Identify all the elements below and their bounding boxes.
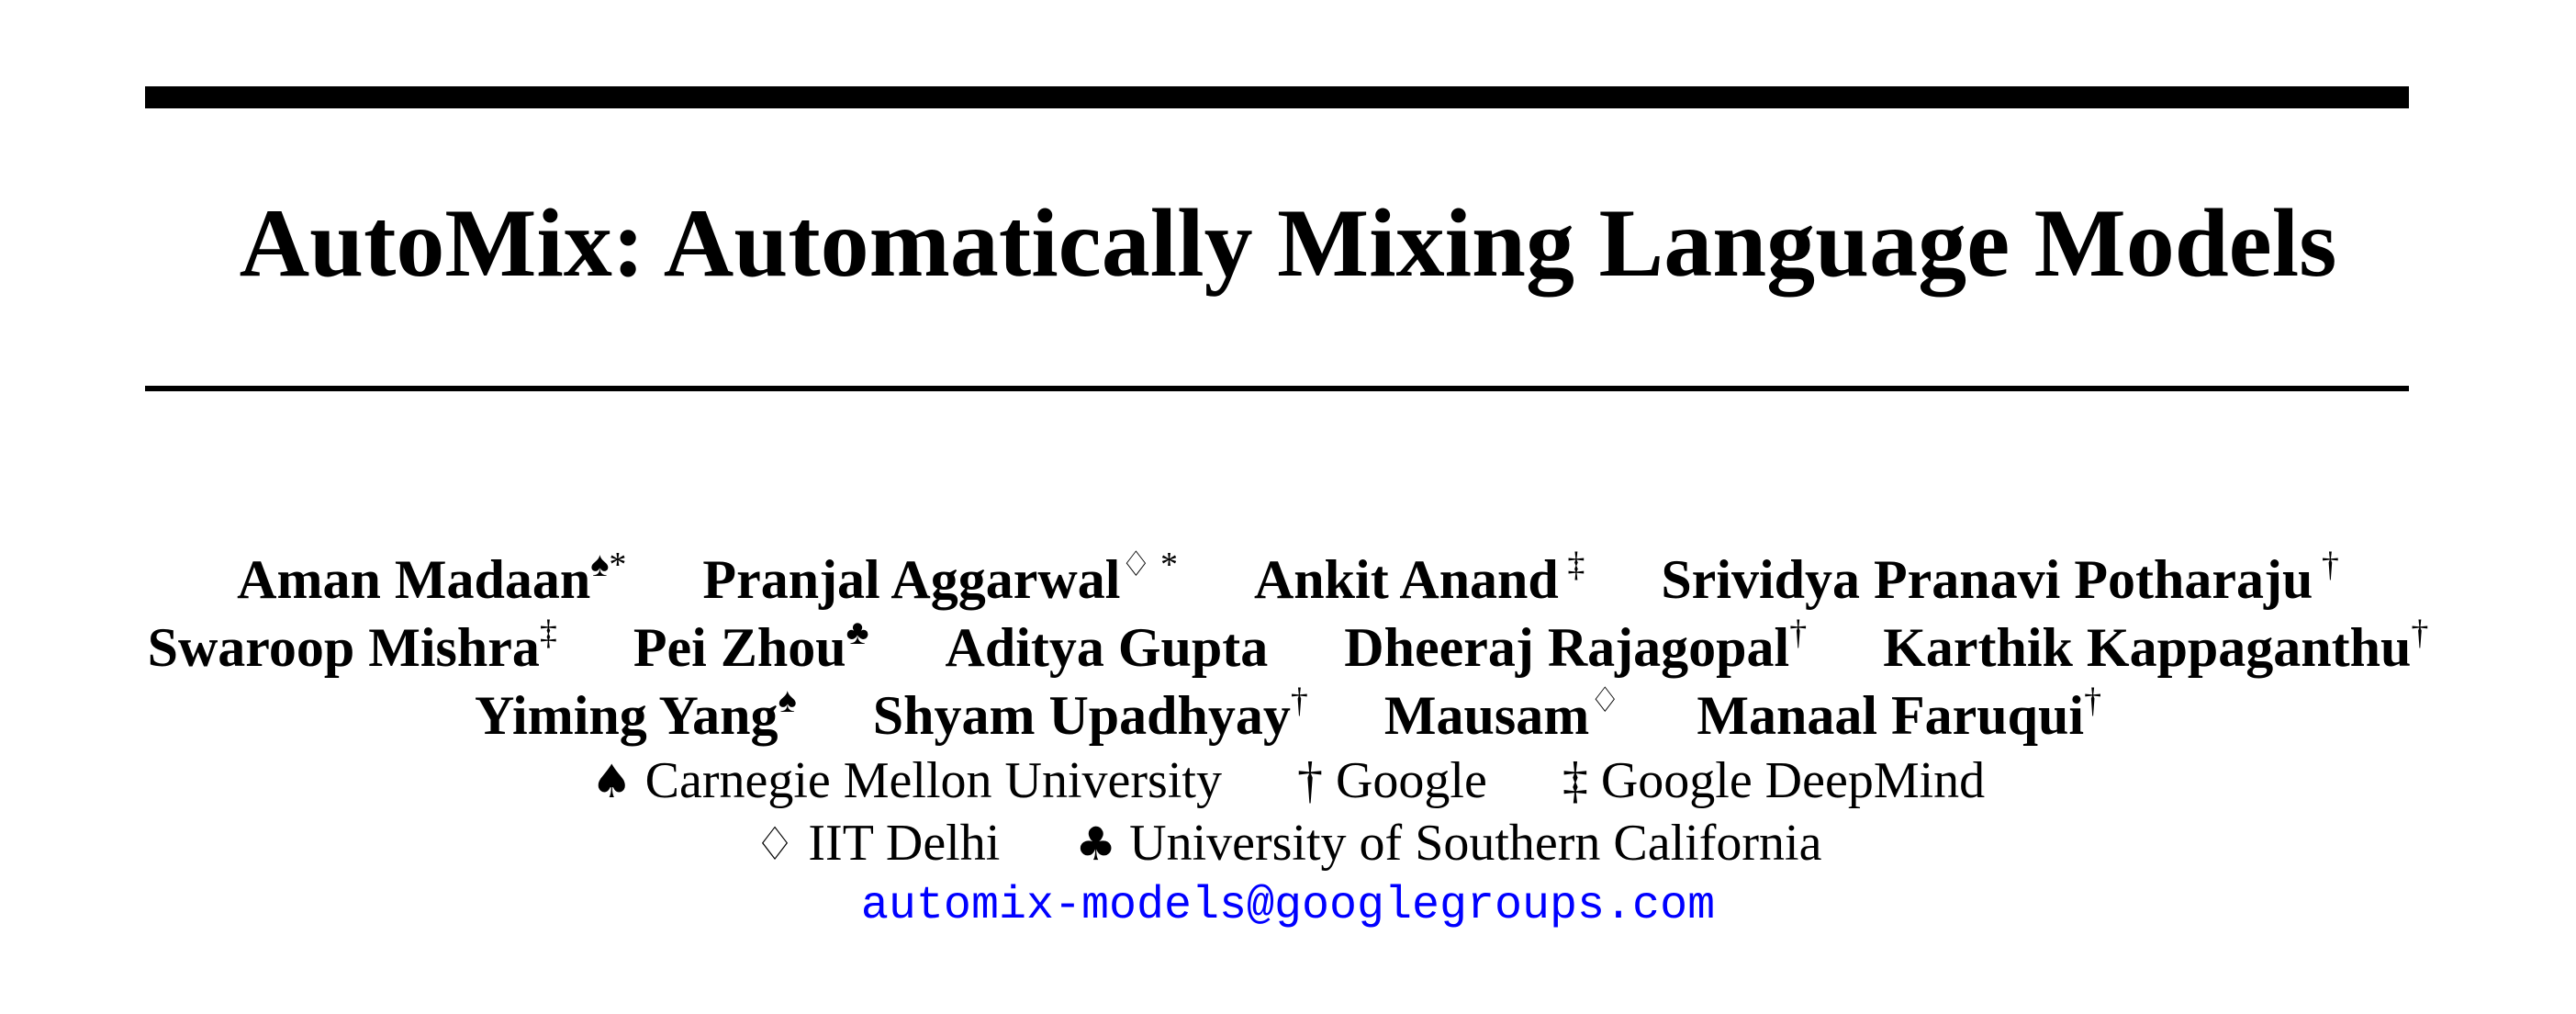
title-bottom-rule <box>145 386 2409 391</box>
author <box>237 546 626 614</box>
author <box>633 614 869 682</box>
affiliation <box>1075 812 1821 875</box>
author <box>702 546 1178 614</box>
author <box>1254 546 1585 614</box>
club-icon: ♣ <box>1075 817 1117 871</box>
author-name: Mausam <box>1383 685 1590 746</box>
author-name: Aman Madaan <box>237 549 591 610</box>
author-name: Ankit Anand <box>1253 549 1559 610</box>
author-name: Pei Zhou <box>633 617 846 678</box>
spade-icon: ♠ <box>590 755 633 808</box>
affiliation <box>1297 749 1487 812</box>
affiliation-name: Google <box>1335 752 1487 809</box>
author-line-1 <box>0 546 2576 614</box>
author-name: Swaroop Mishra <box>147 617 540 678</box>
author <box>1384 682 1620 749</box>
email-line <box>0 874 2576 939</box>
affiliation-line-1 <box>0 749 2576 812</box>
author-affiliation-marks: ♢ * <box>1120 546 1178 584</box>
author-name: Aditya Gupta <box>945 617 1269 678</box>
author-affiliation-marks: † <box>1290 682 1308 720</box>
author-affiliation-marks: ♠ <box>778 682 797 720</box>
dagger-icon: † <box>1296 752 1323 809</box>
author-name: Srividya Pranavi Potharaju <box>1661 549 2313 610</box>
paper-title: AutoMix: Automatically Mixing Language Models <box>239 189 2337 297</box>
affiliation-name: IIT Delhi <box>808 815 1001 872</box>
author <box>1344 614 1807 682</box>
author-affiliation-marks: † <box>1789 614 1808 652</box>
author-affiliation-marks: ‡ <box>539 614 557 652</box>
author-affiliation-marks: ♠* <box>590 546 627 584</box>
author <box>873 682 1308 749</box>
affiliation <box>755 812 1001 875</box>
author-affiliation-marks: † <box>2084 682 2102 720</box>
author-affiliation-marks: ‡ <box>1558 546 1585 584</box>
title-top-rule <box>145 86 2409 108</box>
affiliation-name: University of Southern California <box>1129 815 1822 872</box>
author-line-2 <box>0 614 2576 682</box>
author-name: Manaal Faruqui <box>1697 685 2085 746</box>
author-affiliation-marks: ♣ <box>846 614 869 652</box>
author-affiliation-marks: † <box>2411 614 2429 652</box>
author-name: Dheeraj Rajagopal <box>1344 617 1790 678</box>
author-block <box>0 546 2576 939</box>
affiliation-name: Google DeepMind <box>1600 752 1986 809</box>
double-dagger-icon: ‡ <box>1562 752 1588 809</box>
author <box>148 614 557 682</box>
author <box>946 614 1269 682</box>
affiliation-line-2 <box>0 812 2576 874</box>
author-affiliation-marks: ♢ <box>1589 682 1621 720</box>
affiliation <box>591 749 1222 813</box>
author <box>475 682 797 749</box>
author-name: Pranjal Aggarwal <box>702 549 1121 610</box>
author-name: Yiming Yang <box>474 685 778 746</box>
author-line-3 <box>0 682 2576 749</box>
affiliation <box>1562 749 1985 812</box>
author-name: Shyam Upadhyay <box>872 685 1291 746</box>
author <box>1883 614 2428 682</box>
author-affiliation-marks: † <box>2313 546 2339 584</box>
author <box>1661 546 2339 614</box>
author <box>1697 682 2101 749</box>
diamond-icon: ♢ <box>754 817 796 871</box>
contact-email-link[interactable]: automix-models@googlegroups.com <box>860 880 1716 932</box>
author-name: Karthik Kappaganthu <box>1883 617 2412 678</box>
affiliation-name: Carnegie Mellon University <box>644 752 1222 809</box>
